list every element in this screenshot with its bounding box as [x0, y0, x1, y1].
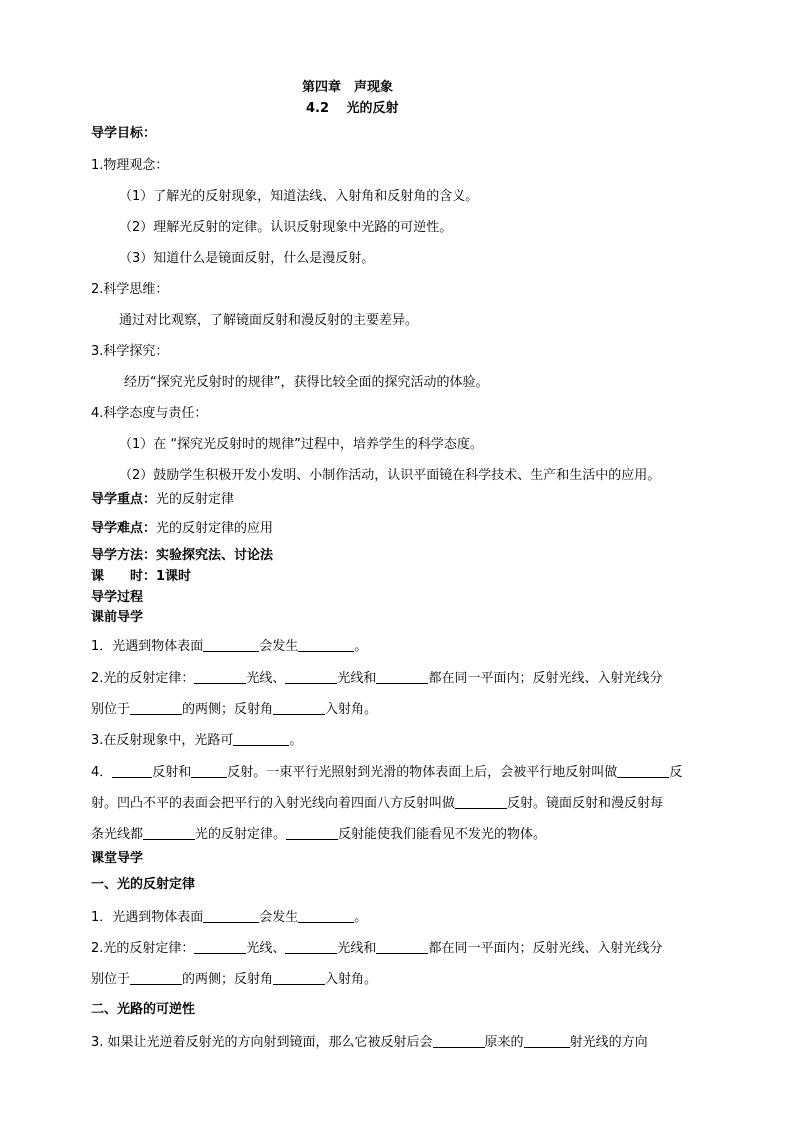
period: 课 时：1课时	[91, 569, 192, 584]
process-heading: 导学过程	[91, 590, 144, 605]
section-title: 4.2 光的反射	[306, 101, 399, 116]
method: 导学方法：实验探究法、讨论法	[91, 548, 274, 563]
answer-blank[interactable]	[203, 909, 259, 923]
question-text: 反	[669, 765, 683, 780]
question-text: 反射。镜面反射和漫反射每	[507, 796, 664, 811]
part-2-heading: 二、光路的可逆性	[91, 1002, 196, 1017]
question-text: 反射能使我们能看见不发光的物体。	[338, 827, 547, 842]
question-text: 1．光遇到物体表面	[91, 910, 204, 925]
pre-question-4-cont	[91, 795, 663, 812]
question-text: 原来的	[484, 1035, 524, 1050]
answer-blank[interactable]	[433, 1034, 485, 1048]
answer-blank[interactable]	[130, 701, 182, 715]
question-text: 。	[289, 733, 303, 748]
answer-blank[interactable]	[285, 940, 337, 954]
goal-4-item: （1）在 “探究光反射时的规律”过程中，培养学生的科学态度。	[119, 437, 483, 452]
question-text: 别位于	[91, 972, 131, 987]
goal-2-title: 2.科学思维：	[91, 282, 169, 297]
question-text: 的两侧；反射角	[182, 702, 274, 717]
pre-question-3	[91, 732, 302, 749]
answer-blank[interactable]	[130, 971, 182, 985]
pre-question-2	[91, 670, 662, 687]
question-text: 光线、	[246, 941, 286, 956]
question-text: 条光线都	[91, 827, 144, 842]
answer-blank[interactable]	[191, 764, 227, 778]
question-text: 光线、	[246, 671, 286, 686]
question-text: 的两侧；反射角	[182, 972, 274, 987]
question-text: 别位于	[91, 702, 131, 717]
question-text: 射光线的方向	[569, 1035, 648, 1050]
question-text: 会发生	[259, 910, 299, 925]
question-text: 。	[354, 910, 368, 925]
pre-question-4-cont	[91, 826, 546, 843]
question-text: 反射和	[152, 765, 192, 780]
pre-question-4	[91, 764, 682, 781]
part-1-heading: 一、光的反射定律	[91, 877, 196, 892]
answer-blank[interactable]	[273, 701, 325, 715]
goal-4-item: （2）鼓励学生积极开发小发明、小制作活动，认识平面镜在科学技术、生产和生活中的应用。	[119, 468, 661, 483]
answer-blank[interactable]	[376, 940, 428, 954]
answer-blank[interactable]	[233, 732, 289, 746]
goal-2-text: 通过对比观察，了解镜面反射和漫反射的主要差异。	[119, 313, 419, 328]
question-text: 1．光遇到物体表面	[91, 639, 204, 654]
answer-blank[interactable]	[376, 670, 428, 684]
answer-blank[interactable]	[298, 909, 354, 923]
key-point-label: 导学重点：	[91, 492, 157, 507]
goals-heading: 导学目标：	[91, 126, 157, 141]
chapter-title: 第四章 声现象	[302, 80, 394, 95]
answer-blank[interactable]	[617, 764, 669, 778]
pre-class-heading: 课前导学	[91, 610, 144, 625]
goal-3-text: 经历“探究光反射时的规律”，获得比较全面的探究活动的体验。	[124, 375, 489, 390]
difficulty-label: 导学难点：	[91, 521, 157, 536]
key-point-text: 光的反射定律	[156, 492, 235, 507]
pre-question-1	[91, 638, 367, 655]
question-text: 入射角。	[325, 702, 378, 717]
goal-1-item: （1）了解光的反射现象，知道法线、入射角和反射角的含义。	[119, 189, 479, 204]
in-class-heading: 课堂导学	[91, 851, 144, 866]
question-text: 光的反射定律。	[195, 827, 287, 842]
goal-1-item: （2）理解光反射的定律。认识反射现象中光路的可逆性。	[119, 220, 453, 235]
question-text: 都在同一平面内；反射光线、入射光线分	[428, 941, 663, 956]
answer-blank[interactable]	[194, 940, 246, 954]
class-question-3	[91, 1034, 648, 1051]
question-text: 3. 如果让光逆着反射光的方向射到镜面，那么它被反射后会	[91, 1035, 433, 1050]
goal-1-title: 1.物理观念：	[91, 158, 169, 173]
answer-blank[interactable]	[112, 764, 152, 778]
goal-3-title: 3.科学探究：	[91, 344, 169, 359]
question-text: 光线和	[337, 671, 377, 686]
question-text: 会发生	[259, 639, 299, 654]
class-question-2-cont	[91, 971, 377, 988]
question-text: 反射。一束平行光照射到光滑的物体表面上后，会被平行地反射叫做	[227, 765, 618, 780]
question-text: 2.光的反射定律：	[91, 941, 195, 956]
difficulty	[91, 521, 273, 537]
answer-blank[interactable]	[298, 638, 354, 652]
question-text: 都在同一平面内；反射光线、入射光线分	[428, 671, 663, 686]
answer-blank[interactable]	[286, 826, 338, 840]
pre-question-2-cont	[91, 701, 377, 718]
answer-blank[interactable]	[285, 670, 337, 684]
question-text: 光线和	[337, 941, 377, 956]
goal-1-item: （3）知道什么是镜面反射，什么是漫反射。	[119, 251, 375, 266]
answer-blank[interactable]	[203, 638, 259, 652]
question-text: 。	[354, 639, 368, 654]
question-text: 4．	[91, 765, 113, 780]
answer-blank[interactable]	[524, 1034, 570, 1048]
question-text: 射。凹凸不平的表面会把平行的入射光线向着四面八方反射叫做	[91, 796, 456, 811]
difficulty-text: 光的反射定律的应用	[156, 521, 274, 536]
class-question-1	[91, 909, 367, 926]
goal-4-title: 4.科学态度与责任：	[91, 406, 208, 421]
answer-blank[interactable]	[194, 670, 246, 684]
question-text: 3.在反射现象中，光路可	[91, 733, 234, 748]
question-text: 2.光的反射定律：	[91, 671, 195, 686]
class-question-2	[91, 940, 662, 957]
answer-blank[interactable]	[273, 971, 325, 985]
question-text: 入射角。	[325, 972, 378, 987]
answer-blank[interactable]	[143, 826, 195, 840]
key-point	[91, 492, 234, 508]
answer-blank[interactable]	[455, 795, 507, 809]
